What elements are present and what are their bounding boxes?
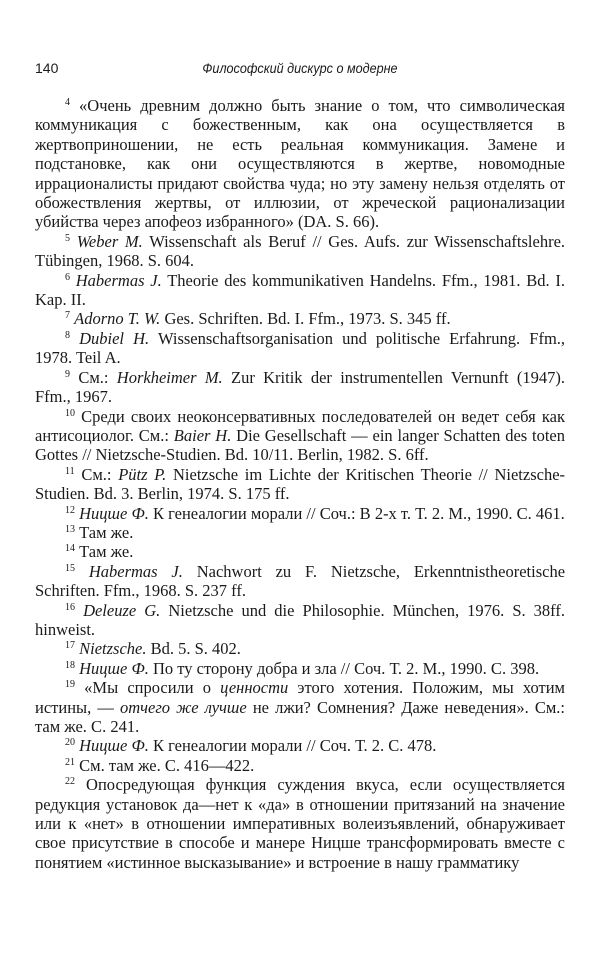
footnote-prefix: См.: bbox=[81, 464, 112, 484]
footnote-19 bbox=[35, 678, 565, 736]
running-head bbox=[35, 60, 565, 80]
footnote-text: Bd. 5. S. 402. bbox=[150, 639, 241, 659]
footnote-text: «Очень древним должно быть знание о том, что символическая коммуникация с божественным, как она осуществляется в жертвоприношении, не есть реальная коммуникация. Замене и подстановке, как они осуществляются в жертве, новомодные иррационалисты придают свойства чуда; но эту замену нельзя отделять от обожествления жертвы, от иллюзии, от жреческой рационализации убийства через апофеоз избранного» (DA. S. 66). bbox=[35, 96, 565, 232]
footnote-text: Nachwort zu F. Nietzsche, Erkenntnistheoretische Schriften. Ffm., 1968. S. 237 ff. bbox=[35, 561, 566, 601]
footnote-text: Nietzsche und die Philosophie. München, 1976. S. 38ff. hinweist. bbox=[35, 600, 565, 639]
footnote-number: 14 bbox=[65, 543, 75, 555]
footnote-text: этого хотения. Положим, мы хотим истины, — bbox=[35, 678, 566, 717]
footnote-number: 16 bbox=[65, 601, 75, 613]
footnote-text: См. там же. С. 416—422. bbox=[79, 755, 255, 775]
footnote-11 bbox=[35, 465, 565, 504]
footnote-number: 20 bbox=[65, 737, 75, 749]
footnote-number: 17 bbox=[65, 640, 75, 652]
footnote-9 bbox=[35, 368, 565, 407]
footnote-text: Опосредующая функция суждения вкуса, если осуществляется редукция установок да—нет к «да» в отношении притязаний на значение или к «нет» в отношении императивных волеизъявлений, обнаруживает свое присутствие в способе и манере Ницше трансформировать вместе с понятием «истинное высказывание» и встроение в нашу грамматику bbox=[35, 775, 566, 872]
footnote-text: Theorie des kommunikativen Handelns. Ffm., 1981. Bd. I. Kap. II. bbox=[35, 270, 565, 310]
footnote-author: Adorno T. W. bbox=[74, 309, 161, 329]
footnote-text: «Мы спросили о bbox=[84, 678, 211, 698]
footnote-author: Dubiel H. bbox=[79, 328, 150, 348]
footnote-text: не лжи? Сомнения? Даже неведения». См.: там же. С. 241. bbox=[35, 697, 566, 736]
footnote-17 bbox=[35, 639, 565, 658]
footnote-5 bbox=[35, 232, 565, 271]
footnote-author: Ницше Ф. bbox=[79, 736, 149, 756]
footnote-text: К генеалогии морали // Соч.: В 2-х т. Т. 2. М., 1990. С. 461. bbox=[152, 503, 565, 523]
footnote-number: 12 bbox=[65, 504, 75, 516]
footnote-number: 15 bbox=[65, 562, 75, 574]
footnote-21 bbox=[35, 756, 565, 775]
footnote-text: Wissenschaftsorganisation und politische Erfahrung. Ffm., 1978. Teil A. bbox=[35, 328, 566, 368]
footnote-number: 13 bbox=[65, 523, 75, 535]
footnote-7 bbox=[35, 309, 565, 328]
footnote-text: По ту сторону добра и зла // Соч. Т. 2. М., 1990. С. 398. bbox=[152, 658, 540, 678]
footnote-number: 21 bbox=[65, 756, 75, 768]
footnote-author: Pütz P. bbox=[118, 464, 167, 484]
footnote-6 bbox=[35, 271, 565, 310]
footnote-text: Там же. bbox=[79, 522, 134, 542]
footnote-author: Ницше Ф. bbox=[79, 503, 149, 523]
footnote-15 bbox=[35, 562, 565, 601]
footnote-number: 10 bbox=[65, 407, 75, 419]
footnote-text: Wissenschaft als Beruf // Ges. Aufs. zur Wissenschaftslehre. Tübingen, 1968. S. 604. bbox=[35, 231, 566, 271]
footnote-13 bbox=[35, 523, 565, 542]
footnote-number: 5 bbox=[65, 232, 70, 244]
footnote-number: 11 bbox=[65, 465, 75, 477]
footnote-text: Zur Kritik der instrumentellen Vernunft (1947). Ffm., 1967. bbox=[35, 367, 566, 407]
footnote-author: Ницше Ф. bbox=[79, 658, 149, 678]
footnote-lead-text: Среди своих неоконсервативных последователей он ведет себя как антисоциолог. См.: bbox=[35, 406, 565, 445]
footnote-text: К генеалогии морали // Соч. Т. 2. С. 478. bbox=[152, 736, 437, 756]
footnote-number: 4 bbox=[65, 97, 70, 108]
footnote-author: Baier H. bbox=[173, 425, 232, 445]
footnote-number: 19 bbox=[65, 679, 75, 691]
footnote-number: 9 bbox=[65, 368, 70, 380]
footnote-number: 22 bbox=[65, 776, 75, 788]
running-title: Философский дискурс о модерне bbox=[202, 60, 398, 76]
footnote-number: 18 bbox=[65, 659, 75, 671]
page-number: 140 bbox=[35, 60, 59, 76]
footnote-author: Deleuze G. bbox=[83, 600, 161, 620]
footnotes bbox=[35, 96, 565, 872]
footnote-number: 6 bbox=[65, 271, 70, 283]
footnote-22 bbox=[35, 775, 565, 872]
footnote-author: Habermas J. bbox=[75, 270, 162, 290]
footnote-emphasis: отчего же лучше bbox=[119, 697, 247, 717]
footnote-14 bbox=[35, 542, 565, 561]
footnote-text: Ges. Schriften. Bd. I. Ffm., 1973. S. 345 ff. bbox=[164, 309, 451, 329]
footnote-20 bbox=[35, 736, 565, 755]
footnote-10 bbox=[35, 407, 565, 465]
footnote-8 bbox=[35, 329, 565, 368]
footnote-text: Nietzsche im Lichte der Kritischen Theorie // Nietzsche-Studien. Bd. 3. Berlin, 1974. S. 175 ff. bbox=[35, 464, 566, 504]
footnote-author: Habermas J. bbox=[88, 561, 183, 581]
footnote-text: Там же. bbox=[79, 542, 134, 562]
footnote-author: Weber M. bbox=[76, 231, 143, 251]
footnote-18 bbox=[35, 659, 565, 678]
footnote-text: Die Gesellschaft — ein langer Schatten des toten Gottes // Nietzsche-Studien. Bd. 10/11. Berlin, 1982. S. 6ff. bbox=[35, 425, 566, 465]
footnote-emphasis: ценности bbox=[220, 678, 289, 698]
footnote-4 bbox=[35, 96, 565, 232]
footnote-number: 7 bbox=[65, 310, 70, 322]
footnote-16 bbox=[35, 601, 565, 640]
footnote-prefix: См.: bbox=[78, 367, 109, 387]
footnote-author: Horkheimer M. bbox=[116, 367, 223, 387]
footnote-author: Nietzsche. bbox=[79, 639, 147, 659]
footnote-12 bbox=[35, 504, 565, 523]
footnote-number: 8 bbox=[65, 329, 70, 341]
